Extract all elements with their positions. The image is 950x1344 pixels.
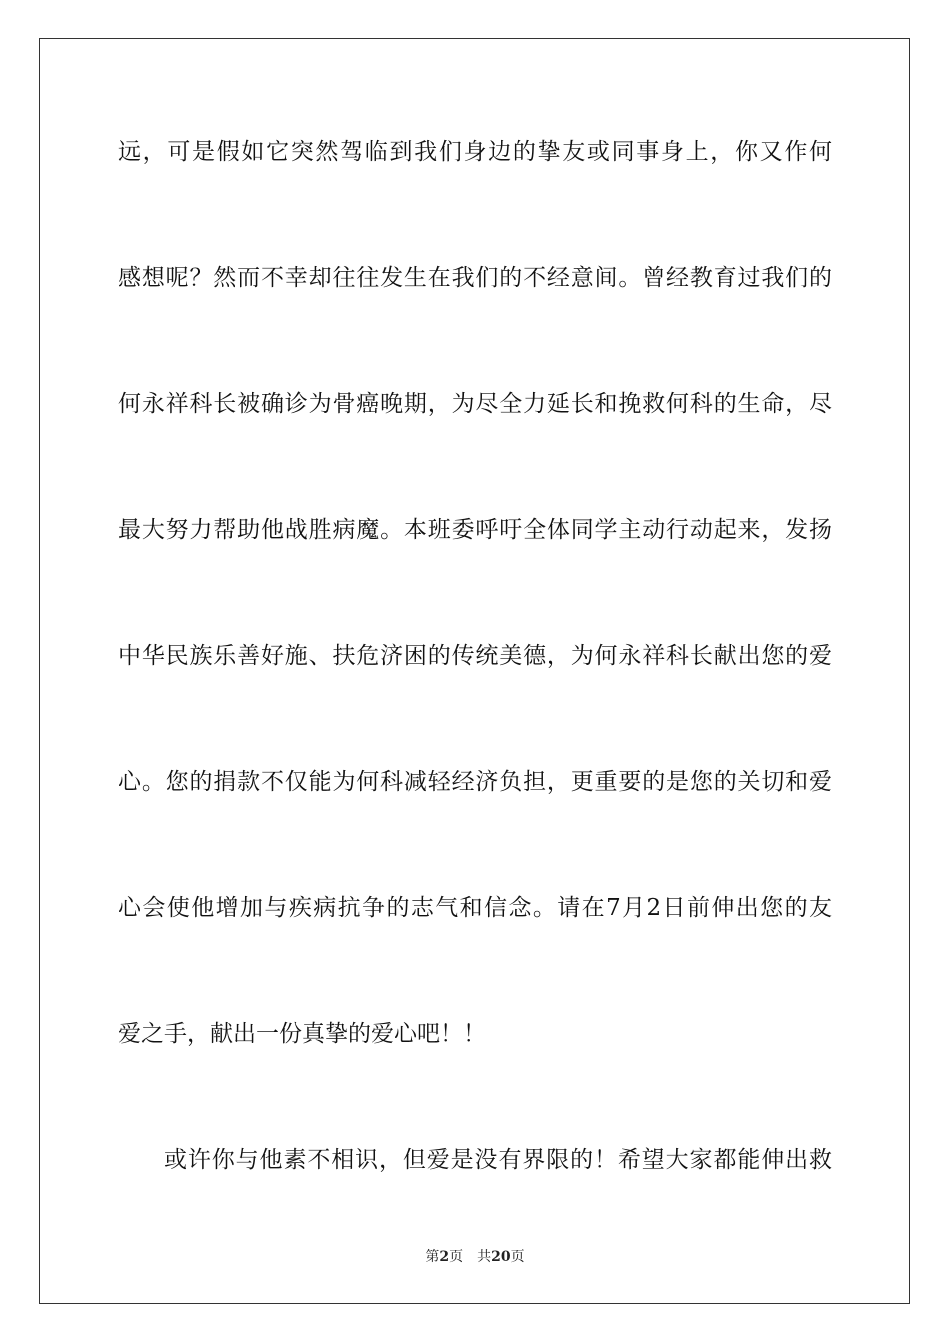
body-text-line-1: 远，可是假如它突然驾临到我们身边的挚友或同事身上，你又作何 (118, 139, 832, 165)
body-text-line-8: 爱之手，献出一份真挚的爱心吧！！ (118, 1021, 486, 1047)
body-text-line-5: 中华民族乐善好施、扶危济困的传统美德，为何永祥科长献出您的爱 (118, 643, 832, 669)
page-border (39, 38, 910, 1304)
footer-page-number: 2 (439, 1249, 450, 1265)
footer-total-prefix: 共 (477, 1249, 492, 1265)
body-text-line-3: 何永祥科长被确诊为骨癌晚期，为尽全力延长和挽救何科的生命，尽 (118, 391, 832, 417)
footer-total-suffix: 页 (510, 1249, 525, 1265)
paragraph-start-line: 或许你与他素不相识，但爱是没有界限的！希望大家都能伸出救 (164, 1147, 832, 1173)
footer-total-pages: 20 (491, 1249, 511, 1265)
body-text-line-4: 最大努力帮助他战胜病魔。本班委呼吁全体同学主动行动起来，发扬 (118, 517, 832, 543)
body-text-line-2: 感想呢？然而不幸却往往发生在我们的不经意间。曾经教育过我们的 (118, 265, 832, 291)
footer-page-prefix: 第 (425, 1249, 440, 1265)
page-footer (0, 1248, 950, 1266)
body-text-line-6: 心。您的捐款不仅能为何科减轻经济负担，更重要的是您的关切和爱 (118, 769, 832, 795)
body-text-line-7: 心会使他增加与疾病抗争的志气和信念。请在7月2日前伸出您的友 (118, 895, 832, 921)
footer-page-suffix: 页 (449, 1249, 464, 1265)
